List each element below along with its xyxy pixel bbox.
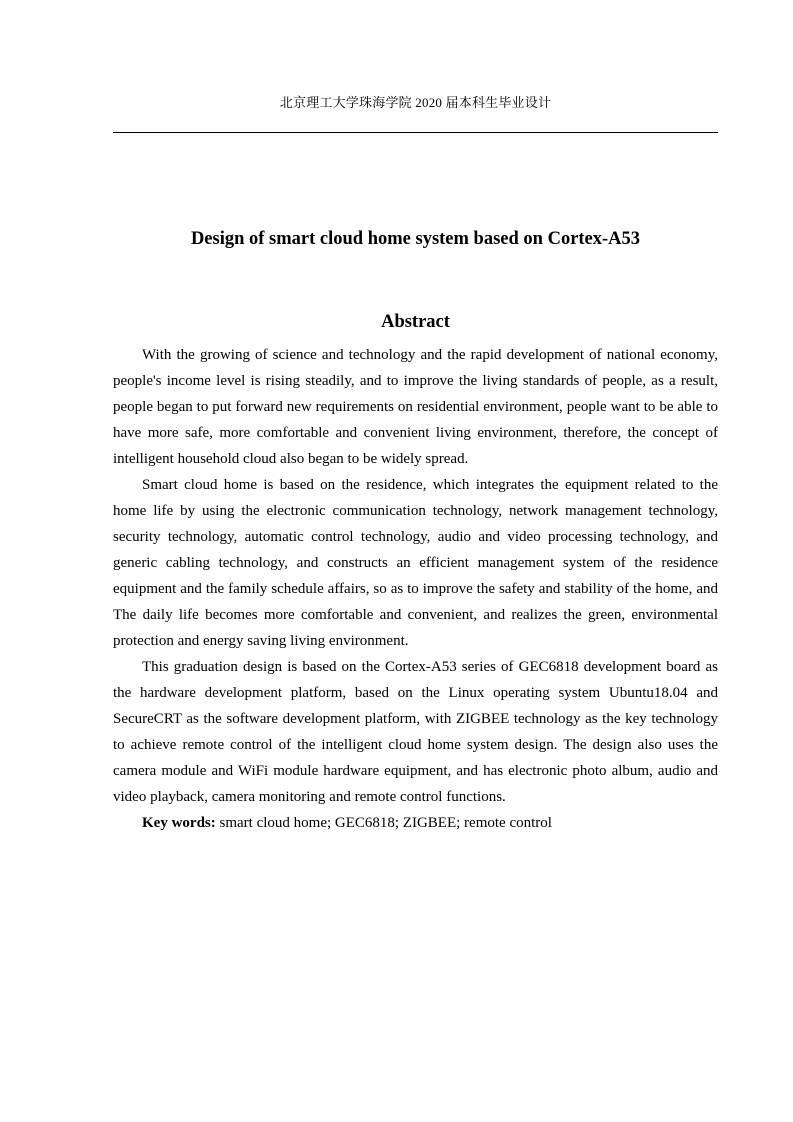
- abstract-paragraph-3: This graduation design is based on the Cortex-A53 series of GEC6818 development board as the hardware development platform, based on the Linux operating system Ubuntu18.04 and SecureCRT as the software development platform, with ZIGBEE technology as the key technology to achieve remote control of the intelligent cloud home system design. The design also uses the camera module and WiFi module hardware equipment, and has electronic photo album, audio and video playback, camera monitoring and remote control functions.: [113, 659, 718, 805]
- keywords-label: Key words:: [142, 815, 216, 831]
- abstract-heading: Abstract: [381, 312, 450, 332]
- abstract-body: [113, 342, 718, 836]
- header-divider: [113, 132, 718, 133]
- running-header: 北京理工大学珠海学院 2020 届本科生毕业设计: [279, 95, 552, 110]
- abstract-paragraph-1: With the growing of science and technology and the rapid development of national economy, people's income level is rising steadily, and to improve the living standards of people, as a result, people began to put forward new requirements on residential environment, people want to be able to have more safe, more comfortable and convenient living environment, therefore, the concept of intelligent household cloud also began to be widely spread.: [113, 347, 718, 467]
- paper-title: Design of smart cloud home system based on Cortex-A53: [190, 229, 641, 249]
- keywords-line: [113, 810, 718, 836]
- keywords-text: smart cloud home; GEC6818; ZIGBEE; remote control: [219, 815, 552, 831]
- abstract-paragraph-2: Smart cloud home is based on the residence, which integrates the equipment related to the home life by using the electronic communication technology, network management technology, security technology, automatic control technology, audio and video processing technology, and generic cabling technology, and constructs an efficient management system of the residence equipment and the family schedule affairs, so as to improve the safety and stability of the home, and The daily life becomes more comfortable and convenient, and realizes the green, environmental protection and energy saving living environment.: [113, 477, 718, 649]
